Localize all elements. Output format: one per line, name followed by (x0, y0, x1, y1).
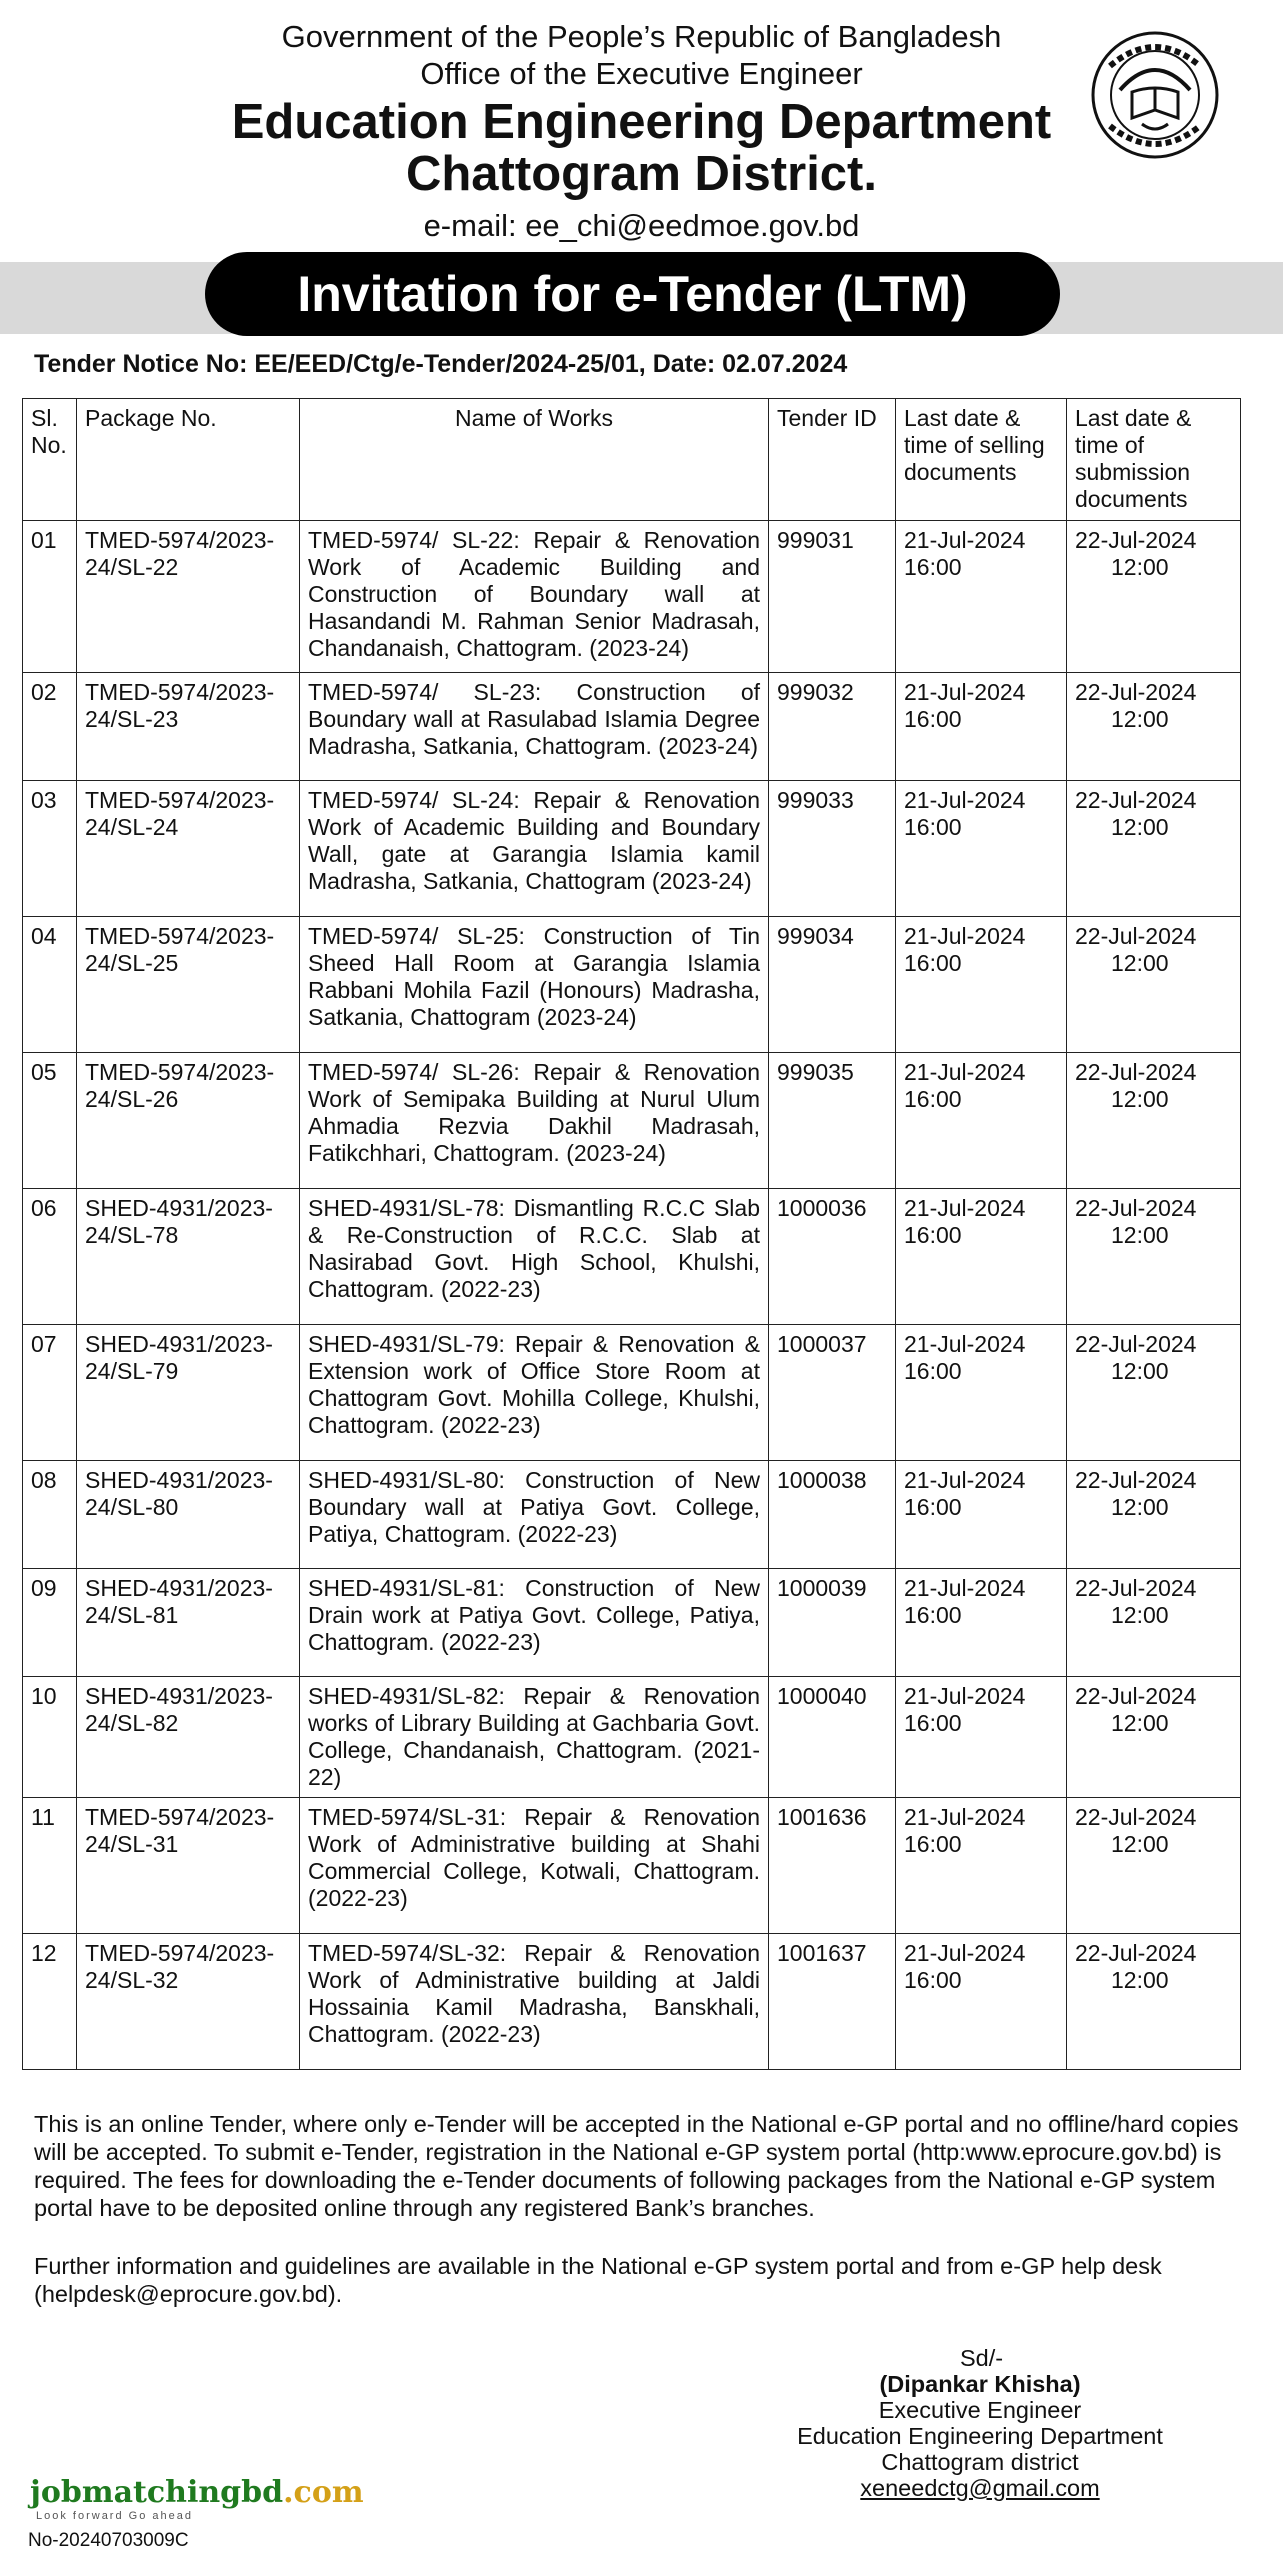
date-value: 22-Jul-2024 (1075, 1331, 1197, 1357)
cell-works: TMED-5974/ SL-25: Construction of Tin Sheed Hall Room at Garangia Islamia Rabbani Mohila Fazil (Honours) Madrasha, Satkania, Chattogram (2023-24) (300, 917, 769, 1053)
time-value: 12:00 (1111, 1710, 1169, 1736)
date-value: 22-Jul-2024 (1075, 1940, 1197, 1966)
date-value: 22-Jul-2024 (1075, 1683, 1197, 1709)
date-value: 22-Jul-2024 (1075, 923, 1197, 949)
cell-selling (896, 1053, 1067, 1189)
cell-package: TMED-5974/2023-24/SL-24 (77, 781, 300, 917)
header-tender-id: Tender ID (769, 399, 896, 521)
time-value: 16:00 (904, 1967, 962, 1993)
cell-submission (1067, 781, 1241, 917)
date-value: 21-Jul-2024 (904, 1195, 1026, 1221)
site-watermark (30, 2475, 364, 2522)
reference-number: No-20240703009C (28, 2530, 189, 2551)
cell-tender-id: 1000038 (769, 1461, 896, 1569)
cell-selling (896, 1798, 1067, 1934)
time-value: 12:00 (1111, 706, 1169, 732)
date-value: 21-Jul-2024 (904, 787, 1026, 813)
cell-submission (1067, 1461, 1241, 1569)
cell-tender-id: 999035 (769, 1053, 896, 1189)
date-value: 22-Jul-2024 (1075, 1195, 1197, 1221)
cell-tender-id: 1001636 (769, 1798, 896, 1934)
cell-works: SHED-4931/SL-80: Construction of New Boundary wall at Patiya Govt. College, Patiya, Chattogram. (2022-23) (300, 1461, 769, 1569)
cell-tender-id: 1000037 (769, 1325, 896, 1461)
date-value: 22-Jul-2024 (1075, 527, 1197, 553)
time-value: 16:00 (904, 1831, 962, 1857)
cell-package: TMED-5974/2023-24/SL-32 (77, 1934, 300, 2070)
time-value: 16:00 (904, 1710, 962, 1736)
signatory-name: (Dipankar Khisha) (879, 2371, 1081, 2397)
cell-package: TMED-5974/2023-24/SL-25 (77, 917, 300, 1053)
signatory-designation: Executive Engineer (878, 2397, 1082, 2423)
date-value: 21-Jul-2024 (904, 1683, 1026, 1709)
cell-sl: 12 (23, 1934, 77, 2070)
table-row (23, 1461, 1241, 1569)
signatory-department: Education Engineering Department (797, 2423, 1163, 2449)
time-value: 16:00 (904, 554, 962, 580)
online-tender-paragraph: This is an online Tender, where only e-Tender will be accepted in the National e-GP portal and no offline/hard copies will be accepted. To submit e-Tender, registration in the National e-GP system portal (http:www.eprocure.gov.bd) is required. The fees for downloading the e-Tender documents of following packages from the National e-GP system portal have to be deposited online through any registered Bank’s branches. (34, 2111, 1239, 2221)
time-value: 16:00 (904, 1602, 962, 1628)
cell-sl: 05 (23, 1053, 77, 1189)
cell-submission (1067, 521, 1241, 673)
time-value: 12:00 (1111, 1222, 1169, 1248)
cell-selling (896, 1325, 1067, 1461)
cell-submission (1067, 1934, 1241, 2070)
cell-works: TMED-5974/ SL-22: Repair & Renovation Work of Academic Building and Construction of Boundary wall at Hasandandi M. Rahman Senior Madrasah, Chandanaish, Chattogram. (2023-24) (300, 521, 769, 673)
time-value: 16:00 (904, 706, 962, 732)
cell-works: SHED-4931/SL-81: Construction of New Drain work at Patiya Govt. College, Patiya, Chattogram. (2022-23) (300, 1569, 769, 1677)
cell-selling (896, 1677, 1067, 1798)
cell-selling (896, 1189, 1067, 1325)
cell-tender-id: 1000036 (769, 1189, 896, 1325)
cell-tender-id: 1000040 (769, 1677, 896, 1798)
date-value: 21-Jul-2024 (904, 679, 1026, 705)
signatory-district: Chattogram district (881, 2449, 1079, 2475)
page-title: Invitation for e-Tender (LTM) (205, 252, 1060, 336)
table-row (23, 781, 1241, 917)
cell-submission (1067, 1798, 1241, 1934)
table-row (23, 1798, 1241, 1934)
cell-selling (896, 1934, 1067, 2070)
time-value: 16:00 (904, 1086, 962, 1112)
table-row (23, 1677, 1241, 1798)
cell-tender-id: 999033 (769, 781, 896, 917)
cell-works: TMED-5974/SL-32: Repair & Renovation Work of Administrative building at Jaldi Hossainia Kamil Madrasha, Banskhali, Chattogram. (2022-23) (300, 1934, 769, 2070)
time-value: 12:00 (1111, 1358, 1169, 1384)
header-submission-date: Last date & time of submission documents (1067, 399, 1241, 521)
time-value: 16:00 (904, 814, 962, 840)
signatory-email: xeneedctg@gmail.com (860, 2475, 1100, 2501)
cell-selling (896, 781, 1067, 917)
date-value: 21-Jul-2024 (904, 1940, 1026, 1966)
cell-tender-id: 999031 (769, 521, 896, 673)
cell-submission (1067, 1053, 1241, 1189)
signature-mark: Sd/- (960, 2345, 1004, 2371)
time-value: 12:00 (1111, 1086, 1169, 1112)
cell-package: SHED-4931/2023-24/SL-78 (77, 1189, 300, 1325)
date-value: 22-Jul-2024 (1075, 679, 1197, 705)
header-selling-date: Last date & time of selling documents (896, 399, 1067, 521)
cell-works: SHED-4931/SL-79: Repair & Renovation & Extension work of Office Store Room at Chattogram Govt. Mohilla College, Khulshi, Chattogram. (2022-23) (300, 1325, 769, 1461)
cell-sl: 02 (23, 673, 77, 781)
cell-submission (1067, 1677, 1241, 1798)
time-value: 16:00 (904, 1494, 962, 1520)
cell-selling (896, 673, 1067, 781)
watermark-logo (30, 2475, 364, 2510)
cell-submission (1067, 1325, 1241, 1461)
header-package: Package No. (77, 399, 300, 521)
tender-notice-number: Tender Notice No: EE/EED/Ctg/e-Tender/2024-25/01, Date: 02.07.2024 (34, 350, 848, 378)
time-value: 16:00 (904, 1222, 962, 1248)
cell-tender-id: 999032 (769, 673, 896, 781)
table-row (23, 673, 1241, 781)
time-value: 12:00 (1111, 950, 1169, 976)
office-line: Office of the Executive Engineer (420, 56, 863, 91)
cell-sl: 06 (23, 1189, 77, 1325)
cell-tender-id: 999034 (769, 917, 896, 1053)
header-works: Name of Works (300, 399, 769, 521)
cell-selling (896, 917, 1067, 1053)
table-row (23, 1189, 1241, 1325)
cell-package: TMED-5974/2023-24/SL-26 (77, 1053, 300, 1189)
header-sl: Sl. No. (23, 399, 77, 521)
table-header-row (23, 399, 1241, 521)
date-value: 21-Jul-2024 (904, 527, 1026, 553)
department-name: Education Engineering Department (231, 95, 1052, 149)
cell-sl: 04 (23, 917, 77, 1053)
date-value: 22-Jul-2024 (1075, 787, 1197, 813)
date-value: 22-Jul-2024 (1075, 1804, 1197, 1830)
cell-submission (1067, 1189, 1241, 1325)
further-info-paragraph: Further information and guidelines are available in the National e-GP system portal and from e-GP help desk (helpdesk@eprocure.gov.bd). (34, 2253, 1162, 2307)
cell-sl: 07 (23, 1325, 77, 1461)
date-value: 21-Jul-2024 (904, 1804, 1026, 1830)
table-row (23, 1325, 1241, 1461)
time-value: 12:00 (1111, 554, 1169, 580)
signature-block (760, 2345, 1200, 2501)
date-value: 22-Jul-2024 (1075, 1467, 1197, 1493)
cell-works: SHED-4931/SL-82: Repair & Renovation works of Library Building at Gachbaria Govt. College, Chandanaish, Chattogram. (2021-22) (300, 1677, 769, 1798)
cell-selling (896, 521, 1067, 673)
cell-sl: 01 (23, 521, 77, 673)
table-row (23, 521, 1241, 673)
time-value: 16:00 (904, 1358, 962, 1384)
cell-submission (1067, 917, 1241, 1053)
cell-sl: 09 (23, 1569, 77, 1677)
time-value: 12:00 (1111, 814, 1169, 840)
watermark-tld: .com (283, 2475, 364, 2510)
cell-package: SHED-4931/2023-24/SL-82 (77, 1677, 300, 1798)
cell-submission (1067, 1569, 1241, 1677)
tender-table (22, 398, 1241, 2070)
date-value: 21-Jul-2024 (904, 1059, 1026, 1085)
cell-tender-id: 1000039 (769, 1569, 896, 1677)
table-row (23, 1569, 1241, 1677)
date-value: 21-Jul-2024 (904, 1467, 1026, 1493)
time-value: 12:00 (1111, 1602, 1169, 1628)
date-value: 21-Jul-2024 (904, 1331, 1026, 1357)
date-value: 21-Jul-2024 (904, 1575, 1026, 1601)
date-value: 22-Jul-2024 (1075, 1575, 1197, 1601)
cell-selling (896, 1461, 1067, 1569)
cell-package: SHED-4931/2023-24/SL-80 (77, 1461, 300, 1569)
time-value: 12:00 (1111, 1967, 1169, 1993)
watermark-name: jobmatchingbd (30, 2475, 284, 2510)
cell-sl: 08 (23, 1461, 77, 1569)
cell-sl: 11 (23, 1798, 77, 1934)
office-email: e-mail: ee_chi@eedmoe.gov.bd (423, 208, 860, 243)
government-line: Government of the People’s Republic of Bangladesh (281, 19, 1002, 54)
table-row (23, 1934, 1241, 2070)
table-row (23, 917, 1241, 1053)
cell-works: SHED-4931/SL-78: Dismantling R.C.C Slab & Re-Construction of R.C.C. Slab at Nasirabad Govt. High School, Khulshi, Chattogram. (2022-23) (300, 1189, 769, 1325)
cell-package: TMED-5974/2023-24/SL-22 (77, 521, 300, 673)
time-value: 12:00 (1111, 1831, 1169, 1857)
department-seal-icon (1090, 30, 1220, 160)
cell-selling (896, 1569, 1067, 1677)
cell-package: SHED-4931/2023-24/SL-81 (77, 1569, 300, 1677)
date-value: 21-Jul-2024 (904, 923, 1026, 949)
cell-package: SHED-4931/2023-24/SL-79 (77, 1325, 300, 1461)
table-row (23, 1053, 1241, 1189)
cell-tender-id: 1001637 (769, 1934, 896, 2070)
date-value: 22-Jul-2024 (1075, 1059, 1197, 1085)
time-value: 16:00 (904, 950, 962, 976)
cell-works: TMED-5974/ SL-23: Construction of Boundary wall at Rasulabad Islamia Degree Madrasha, Satkania, Chattogram. (2023-24) (300, 673, 769, 781)
cell-package: TMED-5974/2023-24/SL-23 (77, 673, 300, 781)
cell-works: TMED-5974/ SL-24: Repair & Renovation Work of Academic Building and Boundary Wall, gate at Garangia Islamia kamil Madrasha, Satkania, Chattogram (2023-24) (300, 781, 769, 917)
cell-package: TMED-5974/2023-24/SL-31 (77, 1798, 300, 1934)
watermark-tagline: Look forward Go ahead (36, 2510, 193, 2522)
cell-submission (1067, 673, 1241, 781)
cell-sl: 10 (23, 1677, 77, 1798)
cell-works: TMED-5974/ SL-26: Repair & Renovation Work of Semipaka Building at Nurul Ulum Ahmadia Rezvia Dakhil Madrasah, Fatikchhari, Chattogram. (2023-24) (300, 1053, 769, 1189)
time-value: 12:00 (1111, 1494, 1169, 1520)
cell-sl: 03 (23, 781, 77, 917)
district-name: Chattogram District. (405, 147, 877, 201)
cell-works: TMED-5974/SL-31: Repair & Renovation Work of Administrative building at Shahi Commercial College, Kotwali, Chattogram. (2022-23) (300, 1798, 769, 1934)
